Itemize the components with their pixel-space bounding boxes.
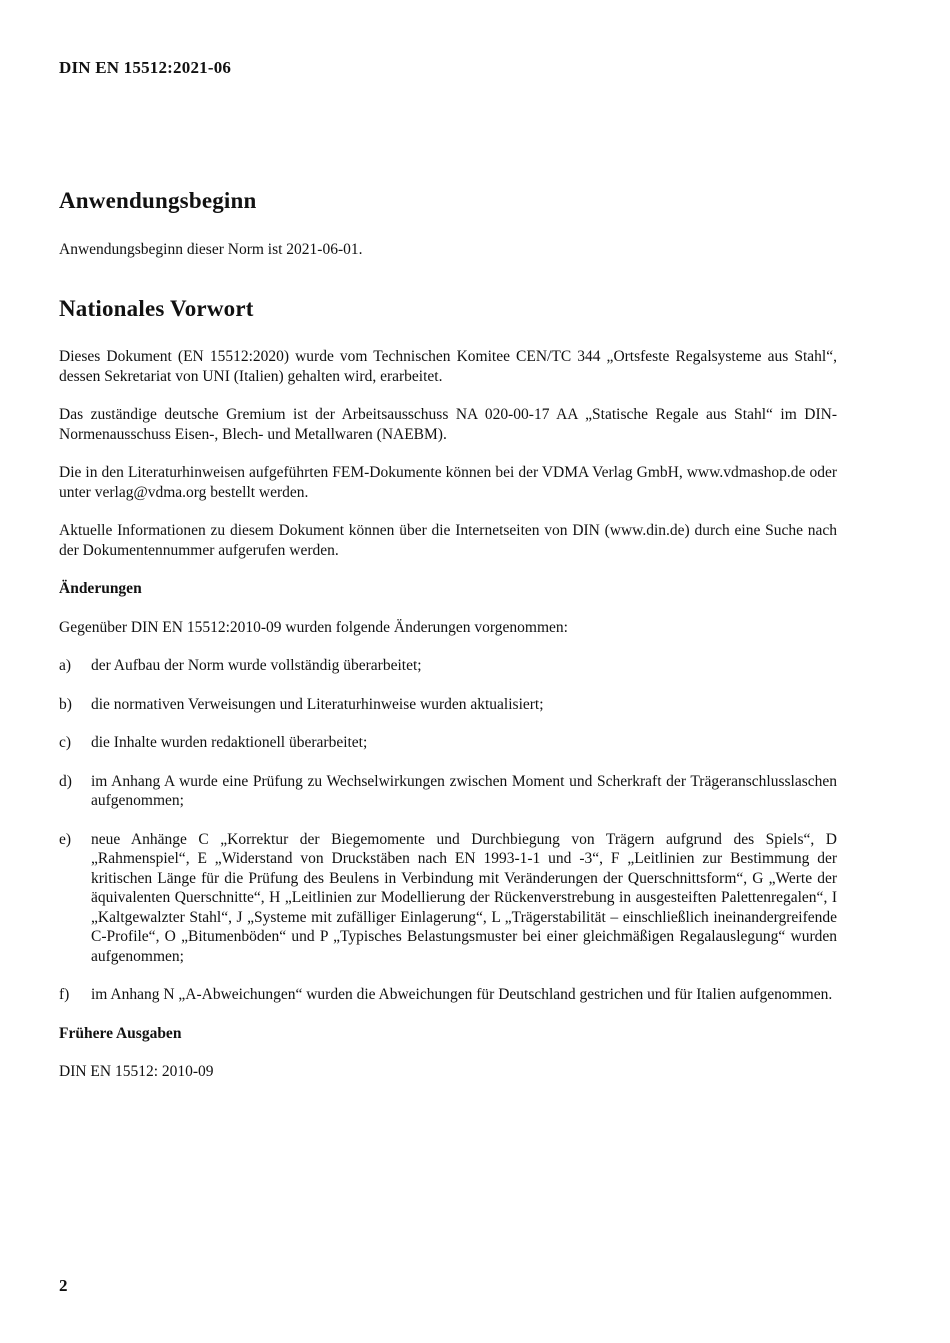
vorwort-paragraph: Aktuelle Informationen zu diesem Dokument können über die Internetseiten von DIN (www.din.de) durch eine Suche nach der Dokumentennummer aufgerufen werden.	[59, 522, 837, 559]
aenderungen-list	[59, 656, 837, 1005]
list-item	[59, 695, 837, 715]
page-number: 2	[59, 1276, 68, 1295]
vorwort-paragraph: Dieses Dokument (EN 15512:2020) wurde vom Technischen Komitee CEN/TC 344 „Ortsfeste Regalsysteme aus Stahl“, dessen Sekretariat von UNI (Italien) gehalten wird, erarbeitet.	[59, 348, 837, 385]
list-item-text: neue Anhänge C „Korrektur der Biegemomente und Durchbiegung von Trägern aufgrund des Spiels“, D „Rahmenspiel“, E „Widerstand von Druckstäben nach EN 1993-1-1 und -3“, F „Leitlinien zur Bestimmung der kritischen Länge für die Prüfung des Beulens in Verbindung mit Veränderungen der Querschnittsform“, G „Werte der äquivalenten Querschnitte“, H „Leitlinien zur Modellierung der Rückenverstrebung in ausgesteiften Palettenregalen“, I „Kaltgewalzter Stahl“, J „Systeme mit zufälliger Einlagerung“, L „Trägerstabilität – einschließlich ineinandergreifende C-Profile“, O „Bitumenböden“ und P „Typisches Belastungsmuster bei einer gleichmäßigen Regalauslegung“ wurden aufgenommen;	[91, 830, 837, 965]
list-item	[59, 656, 837, 676]
aenderungen-intro: Gegenüber DIN EN 15512:2010-09 wurden folgende Änderungen vorgenommen:	[59, 618, 568, 636]
list-marker: c)	[59, 734, 72, 751]
heading-fruehere-ausgaben: Frühere Ausgaben	[59, 1024, 182, 1042]
list-item	[59, 830, 837, 967]
list-item-text: die normativen Verweisungen und Literaturhinweise wurden aktualisiert;	[91, 695, 544, 713]
list-item	[59, 985, 837, 1005]
anwendungsbeginn-section	[59, 240, 837, 260]
vorwort-paragraph: Die in den Literaturhinweisen aufgeführten FEM-Dokumente können bei der VDMA Verlag GmbH, www.vdmashop.de oder unter verlag@vdma.org bestellt werden.	[59, 464, 837, 501]
list-item-text: im Anhang A wurde eine Prüfung zu Wechselwirkungen zwischen Moment und Scherkraft der Trägeranschlusslaschen aufgenommen;	[91, 772, 837, 809]
vorwort-section	[59, 347, 837, 1082]
list-marker: b)	[59, 695, 72, 713]
vorwort-paragraph: Das zuständige deutsche Gremium ist der Arbeitsausschuss NA 020-00-17 AA „Statische Regale aus Stahl“ im DIN-Normenausschuss Eisen-, Blech- und Metallwaren (NAEBM).	[59, 406, 837, 443]
list-marker: e)	[59, 830, 72, 848]
heading-anwendungsbeginn: Anwendungsbeginn	[59, 188, 257, 213]
list-item-text: im Anhang N „A-Abweichungen“ wurden die Abweichungen für Deutschland gestrichen und für Italien aufgenommen.	[91, 986, 833, 1003]
heading-aenderungen: Änderungen	[59, 580, 142, 597]
anwendungsbeginn-text: Anwendungsbeginn dieser Norm ist 2021-06-01.	[59, 241, 363, 258]
list-item-text: der Aufbau der Norm wurde vollständig überarbeitet;	[91, 657, 422, 674]
list-item	[59, 733, 837, 753]
fruehere-ausgaben-text: DIN EN 15512: 2010-09	[59, 1063, 214, 1080]
list-marker: d)	[59, 772, 72, 790]
list-item	[59, 772, 837, 811]
list-marker: f)	[59, 986, 70, 1003]
list-item-text: die Inhalte wurden redaktionell überarbeitet;	[91, 734, 368, 751]
heading-nationales-vorwort: Nationales Vorwort	[59, 296, 254, 321]
document-id: DIN EN 15512:2021-06	[59, 58, 232, 77]
list-marker: a)	[59, 657, 72, 674]
